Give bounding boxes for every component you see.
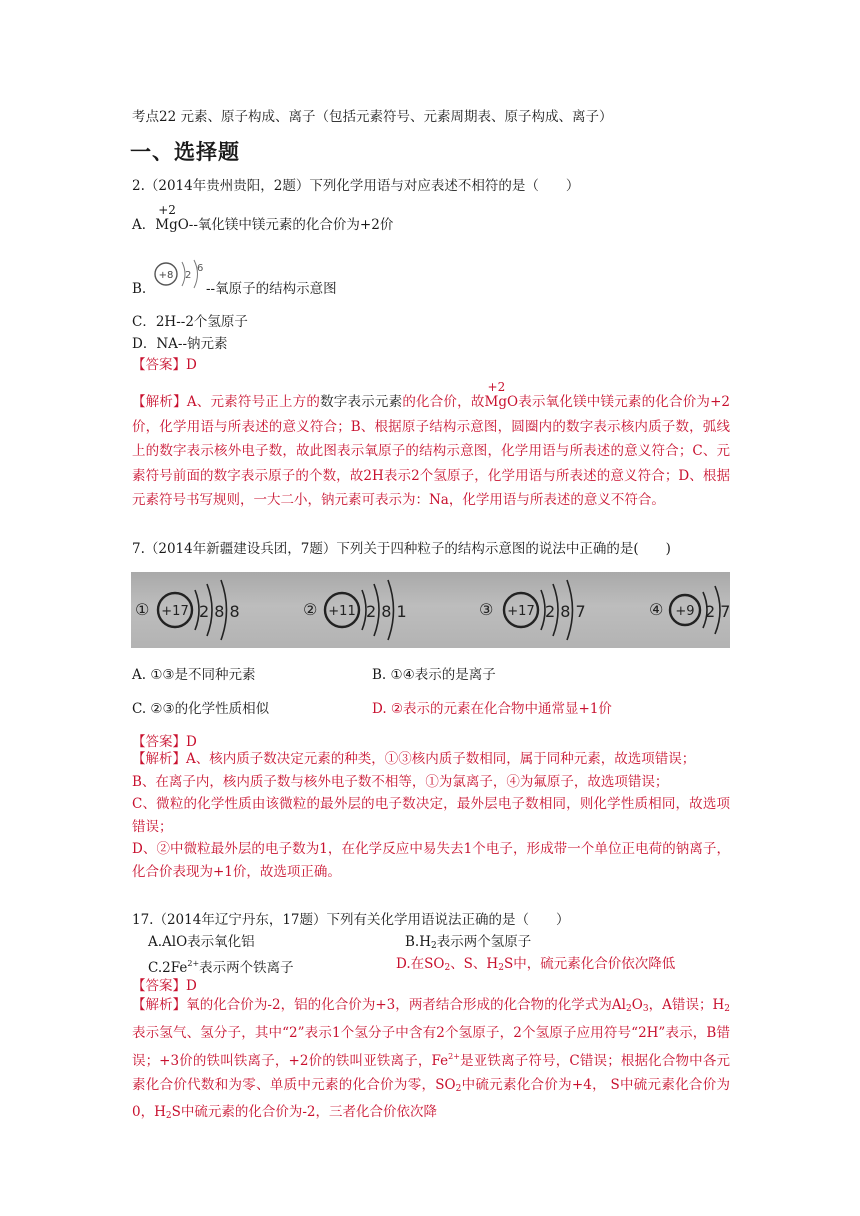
q2-answer: 【答案】D: [132, 357, 197, 373]
shell-2-electrons: 6: [197, 263, 204, 274]
svg-text:+11: +11: [328, 604, 356, 619]
particle-diagrams-photo: [131, 572, 730, 648]
svg-text:①: ①: [135, 600, 150, 619]
particle-diagrams: [131, 572, 730, 648]
q7-stem: 7.（2014年新疆建设兵团，7题）下列关于四种粒子的结构示意图的说法中正确的是( ): [132, 541, 671, 557]
svg-text:+9: +9: [675, 604, 695, 619]
particle-4: [649, 586, 730, 634]
svg-text:2 7: 2 7: [705, 602, 730, 621]
q2-option-c: C．2H--2个氢原子: [132, 314, 248, 330]
q7-option-b: B. ①④表示的是离子: [372, 667, 496, 683]
q17-option-c: $C.2Fe^{2+}$表示两个铁离子: [148, 959, 294, 976]
q7-answer: 【答案】D: [132, 734, 197, 750]
q2-b-text: --氧原子的结构示意图: [206, 281, 337, 297]
q2-option-d: D．NA--钠元素: [132, 336, 228, 352]
particle-3: [479, 580, 586, 640]
svg-text:②: ②: [303, 600, 318, 619]
svg-text:2 8 7: 2 8 7: [545, 602, 586, 621]
particle-1: [135, 580, 240, 640]
svg-text:+17: +17: [161, 604, 189, 619]
q7-explanation: 【解析】A、核内质子数决定元素的种类，①③核内质子数相同，属于同种元素，故选项错误； B、在离子内，核内质子数与核外电子数不相等，①为氯离子，④为氟原子，故选项错误； C、微粒的化学性质由该微粒的最外层的电子数决定，最外层电子数相同，则化学性质相同，故选项错误； D、②中微粒最外层的电子数为1，在化学反应中易失去1个电子，形成带一个单位正电荷的钠离子，化合价表现为+1价，故选项正确。: [132, 751, 730, 880]
svg-text:④: ④: [649, 600, 664, 619]
q2-a-formula: +2 MgO: [155, 203, 189, 233]
topic-header: 考点22 元素、原子构成、离子（包括元素符号、元素周期表、原子构成、离子）: [132, 109, 613, 125]
svg-text:+17: +17: [507, 604, 535, 619]
q2-explanation: 【解析】A、元素符号正上方的数字表示元素的化合价，故 +2 MgO表示氧化镁中镁元素的化合价为+2价，化学用语与所表述的意义符合；B、根据原子结构示意图，圆圈内的数字表示核内质子数，弧线上的数字表示核外电子数，故此图表示氧原子的结构示意图，化学用语与所表述的意义符合；C、元素符号前面的数字表示原子的个数，故2H表示2个氢原子，化学用语与所表述的意义符合；D、根据元素符号书写规则，一大二小，钠元素可表示为：Na，化学用语与所表述的意义不符合。: [132, 380, 731, 508]
nucleus-label: +8: [158, 270, 174, 281]
oxygen-atom-diagram: [152, 256, 212, 294]
svg-text:2 8 8: 2 8 8: [199, 602, 240, 621]
q2-exp-formula: +2 MgO: [484, 380, 519, 410]
svg-text:2 8 1: 2 8 1: [366, 602, 407, 621]
q17-option-a: A.AlO表示氧化铝: [148, 934, 255, 950]
q7-option-c: C. ②③的化学性质相似: [132, 701, 270, 717]
q7-option-d: D. ②表示的元素在化合物中通常显+1价: [372, 701, 612, 717]
q2-option-a: A． +2 MgO--氧化镁中镁元素的化合价为+2价: [132, 203, 394, 233]
q7-option-a: A. ①③是不同种元素: [132, 667, 256, 683]
q17-answer: 【答案】D: [132, 978, 197, 994]
q2-option-b: B.: [132, 281, 147, 297]
q17-option-b: $B.H_2$表示两个氢原子: [405, 934, 532, 951]
q17-stem: 17.（2014年辽宁丹东，17题）下列有关化学用语说法正确的是（ ）: [132, 912, 570, 928]
q17-explanation: 【解析】氧的化合价为-2，铝的化合价为+3，两者结合形成的化合物的化学式为$Al_2O_3$，A错误；$H_2$表示氢气、氢分子，其中“2”表示1个氢分子中含有2个氢原子，2个氢原子应用符号“2H”表示，B错误；+3价的铁叫铁离子，+2价的铁叫亚铁离子，$Fe^{2+}$是亚铁离子符号，C错误；根据化合物中各元素化合价代数和为零、单质中元素的化合价为零，$SO_2$中硫元素化合价为+4， S中硫元素化合价为0，$H_2S$中硫元素的化合价为-2，三者化合价依次降: [132, 997, 730, 1121]
svg-text:③: ③: [479, 600, 494, 619]
particle-2: [303, 580, 407, 640]
section-title: 一、选择题: [130, 140, 240, 164]
shell-1-electrons: 2: [185, 270, 192, 281]
q2-stem: 2.（2014年贵州贵阳，2题）下列化学用语与对应表述不相符的是（ ）: [132, 178, 580, 194]
q17-option-d: D.在$SO_2$、S、$H_2S$中，硫元素化合价依次降低: [396, 956, 676, 973]
